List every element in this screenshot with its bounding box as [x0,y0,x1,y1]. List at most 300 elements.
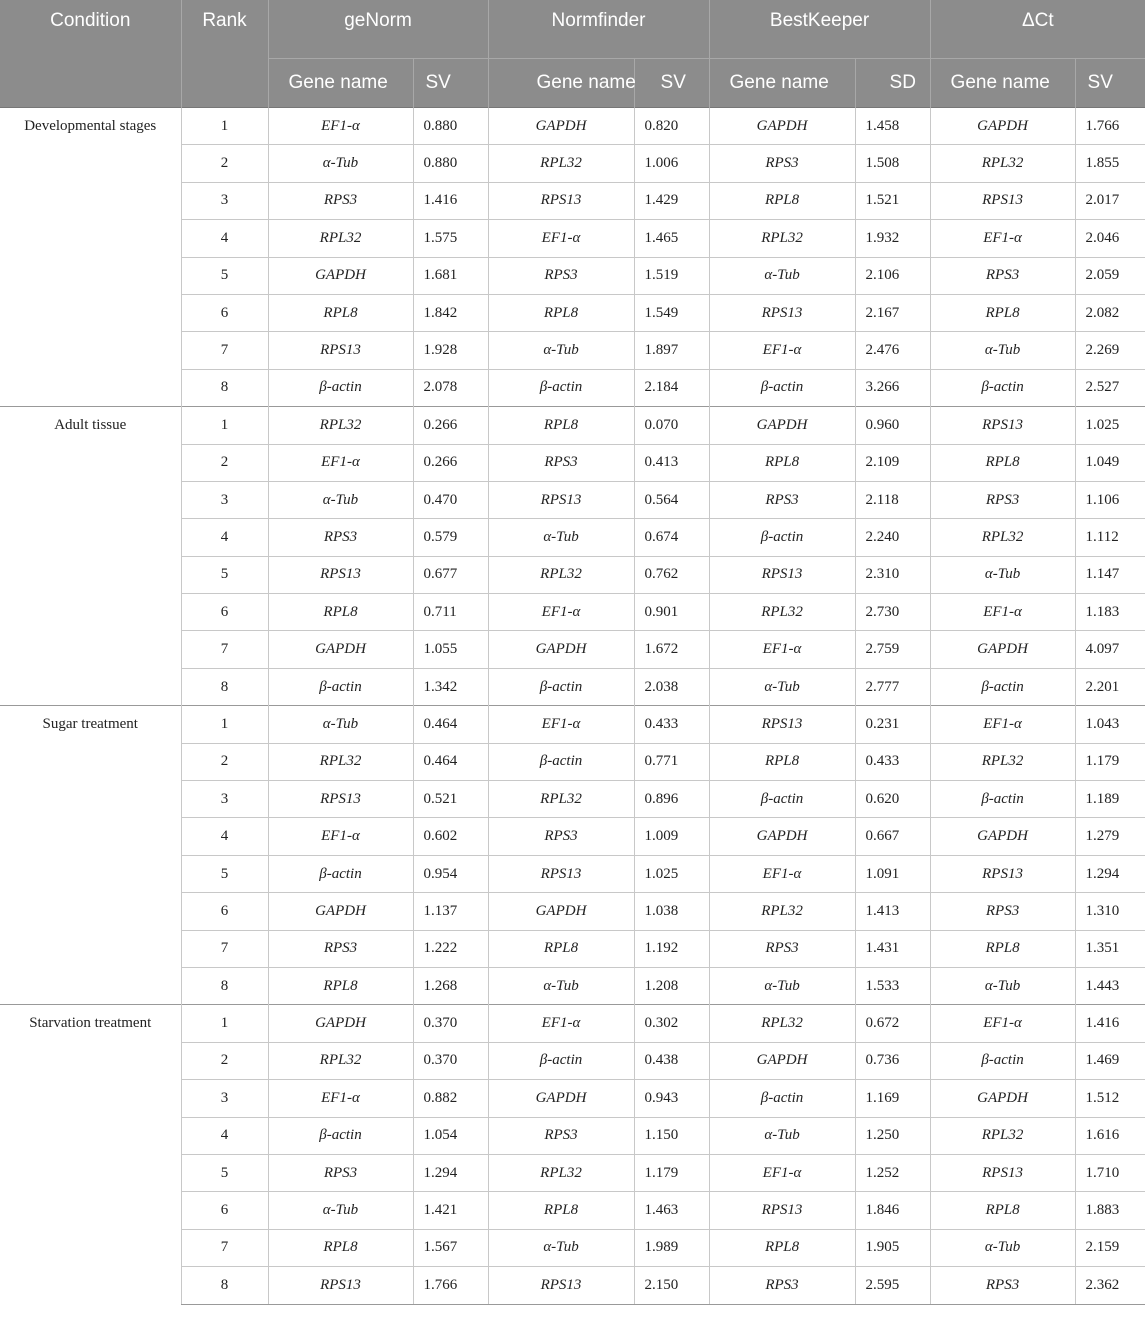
normfinder-gene-cell: RPS3 [488,257,634,294]
bestkeeper-gene-cell: RPL8 [709,444,855,481]
bestkeeper-gene-cell: EF1-α [709,332,855,369]
genorm-sv-cell: 0.954 [413,855,488,892]
table-row [0,706,1145,743]
header-genorm-gene: Gene name [268,59,413,108]
normfinder-sv-cell: 0.762 [634,556,709,593]
rank-cell: 6 [181,893,268,930]
normfinder-gene-cell: GAPDH [488,108,634,145]
delta-ct-gene-cell: RPL32 [930,1117,1075,1154]
rank-cell: 7 [181,332,268,369]
bestkeeper-sd-cell: 1.431 [855,930,930,967]
rank-cell: 1 [181,407,268,444]
normfinder-sv-cell: 0.674 [634,519,709,556]
delta-ct-sv-cell: 1.179 [1075,743,1145,780]
delta-ct-sv-cell: 1.106 [1075,481,1145,518]
delta-ct-sv-cell: 2.017 [1075,182,1145,219]
delta-ct-gene-cell: RPL32 [930,145,1075,182]
header-method-bestkeeper: BestKeeper [709,0,930,59]
genorm-sv-cell: 1.055 [413,631,488,668]
rank-cell: 1 [181,1005,268,1042]
normfinder-sv-cell: 2.150 [634,1267,709,1304]
bestkeeper-sd-cell: 2.118 [855,481,930,518]
delta-ct-sv-cell: 1.512 [1075,1080,1145,1117]
normfinder-gene-cell: α-Tub [488,519,634,556]
genorm-gene-cell: RPS3 [268,1154,413,1191]
normfinder-sv-cell: 1.179 [634,1154,709,1191]
table-row [0,1005,1145,1042]
delta-ct-sv-cell: 1.189 [1075,781,1145,818]
genorm-sv-cell: 0.370 [413,1005,488,1042]
genorm-gene-cell: α-Tub [268,481,413,518]
bestkeeper-sd-cell: 2.310 [855,556,930,593]
delta-ct-gene-cell: β-actin [930,781,1075,818]
normfinder-gene-cell: EF1-α [488,594,634,631]
normfinder-gene-cell: RPL8 [488,930,634,967]
bestkeeper-gene-cell: RPL32 [709,1005,855,1042]
bestkeeper-gene-cell: α-Tub [709,1117,855,1154]
rank-cell: 4 [181,818,268,855]
genorm-sv-cell: 1.766 [413,1267,488,1304]
genorm-gene-cell: RPS13 [268,332,413,369]
rank-cell: 2 [181,444,268,481]
delta-ct-sv-cell: 1.294 [1075,855,1145,892]
delta-ct-gene-cell: RPL8 [930,1192,1075,1229]
normfinder-gene-cell: GAPDH [488,631,634,668]
bestkeeper-sd-cell: 2.109 [855,444,930,481]
delta-ct-gene-cell: RPS3 [930,481,1075,518]
normfinder-sv-cell: 1.672 [634,631,709,668]
rank-cell: 2 [181,145,268,182]
bestkeeper-sd-cell: 1.533 [855,967,930,1004]
table-header [0,0,1145,108]
genorm-sv-cell: 1.268 [413,967,488,1004]
normfinder-sv-cell: 0.070 [634,407,709,444]
delta-ct-sv-cell: 1.183 [1075,594,1145,631]
table-body [0,108,1145,1305]
delta-ct-gene-cell: α-Tub [930,556,1075,593]
normfinder-sv-cell: 1.150 [634,1117,709,1154]
delta-ct-sv-cell: 2.159 [1075,1229,1145,1266]
bestkeeper-gene-cell: GAPDH [709,108,855,145]
genorm-gene-cell: EF1-α [268,108,413,145]
header-method-genorm: geNorm [268,0,488,59]
normfinder-sv-cell: 0.820 [634,108,709,145]
bestkeeper-gene-cell: RPL32 [709,594,855,631]
delta-ct-gene-cell: β-actin [930,1042,1075,1079]
genorm-sv-cell: 0.464 [413,743,488,780]
rank-cell: 5 [181,257,268,294]
genorm-gene-cell: β-actin [268,855,413,892]
normfinder-sv-cell: 0.438 [634,1042,709,1079]
delta-ct-sv-cell: 2.527 [1075,369,1145,406]
genorm-sv-cell: 1.294 [413,1154,488,1191]
normfinder-gene-cell: RPL32 [488,556,634,593]
genorm-gene-cell: α-Tub [268,145,413,182]
normfinder-sv-cell: 2.184 [634,369,709,406]
bestkeeper-gene-cell: RPL32 [709,220,855,257]
bestkeeper-sd-cell: 2.106 [855,257,930,294]
delta-ct-gene-cell: β-actin [930,668,1075,705]
normfinder-gene-cell: RPS3 [488,818,634,855]
delta-ct-gene-cell: RPL8 [930,294,1075,331]
delta-ct-sv-cell: 1.416 [1075,1005,1145,1042]
rank-cell: 6 [181,294,268,331]
genorm-sv-cell: 0.266 [413,407,488,444]
delta-ct-gene-cell: RPS3 [930,257,1075,294]
bestkeeper-sd-cell: 1.846 [855,1192,930,1229]
bestkeeper-gene-cell: RPS13 [709,706,855,743]
delta-ct-sv-cell: 1.469 [1075,1042,1145,1079]
delta-ct-gene-cell: EF1-α [930,706,1075,743]
delta-ct-sv-cell: 1.112 [1075,519,1145,556]
normfinder-sv-cell: 1.549 [634,294,709,331]
bestkeeper-sd-cell: 2.476 [855,332,930,369]
genorm-sv-cell: 0.882 [413,1080,488,1117]
normfinder-gene-cell: RPL8 [488,294,634,331]
genorm-sv-cell: 1.137 [413,893,488,930]
condition-cell: Adult tissue [0,407,181,706]
bestkeeper-gene-cell: β-actin [709,781,855,818]
normfinder-sv-cell: 0.943 [634,1080,709,1117]
normfinder-sv-cell: 0.413 [634,444,709,481]
normfinder-gene-cell: GAPDH [488,1080,634,1117]
rank-cell: 3 [181,1080,268,1117]
normfinder-gene-cell: EF1-α [488,1005,634,1042]
genorm-sv-cell: 0.602 [413,818,488,855]
bestkeeper-gene-cell: RPS3 [709,481,855,518]
genorm-gene-cell: RPS13 [268,556,413,593]
rank-cell: 3 [181,182,268,219]
bestkeeper-gene-cell: α-Tub [709,668,855,705]
rank-cell: 2 [181,1042,268,1079]
genorm-sv-cell: 1.842 [413,294,488,331]
normfinder-gene-cell: β-actin [488,369,634,406]
genorm-gene-cell: β-actin [268,369,413,406]
header-bestkeeper-value: SD [855,59,930,108]
genorm-gene-cell: RPL8 [268,594,413,631]
rank-cell: 8 [181,1267,268,1304]
bestkeeper-sd-cell: 1.091 [855,855,930,892]
rank-cell: 5 [181,556,268,593]
delta-ct-gene-cell: GAPDH [930,818,1075,855]
genorm-gene-cell: β-actin [268,668,413,705]
bestkeeper-gene-cell: β-actin [709,369,855,406]
bestkeeper-sd-cell: 1.521 [855,182,930,219]
header-genorm-value: SV [413,59,488,108]
bestkeeper-sd-cell: 1.458 [855,108,930,145]
bestkeeper-sd-cell: 0.620 [855,781,930,818]
bestkeeper-gene-cell: GAPDH [709,1042,855,1079]
normfinder-sv-cell: 1.989 [634,1229,709,1266]
genorm-gene-cell: RPL8 [268,1229,413,1266]
genorm-sv-cell: 0.880 [413,108,488,145]
normfinder-gene-cell: EF1-α [488,706,634,743]
genorm-gene-cell: EF1-α [268,818,413,855]
normfinder-gene-cell: α-Tub [488,332,634,369]
delta-ct-gene-cell: GAPDH [930,108,1075,145]
bestkeeper-sd-cell: 0.231 [855,706,930,743]
normfinder-gene-cell: EF1-α [488,220,634,257]
genorm-gene-cell: GAPDH [268,1005,413,1042]
bestkeeper-gene-cell: RPS13 [709,1192,855,1229]
delta-ct-sv-cell: 1.310 [1075,893,1145,930]
genorm-gene-cell: EF1-α [268,1080,413,1117]
bestkeeper-gene-cell: EF1-α [709,631,855,668]
header-method-normfinder: Normfinder [488,0,709,59]
genorm-gene-cell: RPS3 [268,930,413,967]
normfinder-sv-cell: 1.463 [634,1192,709,1229]
normfinder-gene-cell: β-actin [488,668,634,705]
genorm-sv-cell: 0.470 [413,481,488,518]
rank-cell: 7 [181,1229,268,1266]
rank-cell: 1 [181,108,268,145]
genorm-sv-cell: 1.567 [413,1229,488,1266]
delta-ct-gene-cell: α-Tub [930,332,1075,369]
genorm-sv-cell: 0.370 [413,1042,488,1079]
normfinder-gene-cell: RPL32 [488,1154,634,1191]
delta-ct-gene-cell: α-Tub [930,1229,1075,1266]
delta-ct-gene-cell: RPL8 [930,930,1075,967]
genorm-sv-cell: 1.054 [413,1117,488,1154]
normfinder-gene-cell: RPL8 [488,1192,634,1229]
normfinder-gene-cell: α-Tub [488,1229,634,1266]
normfinder-gene-cell: β-actin [488,743,634,780]
normfinder-sv-cell: 0.564 [634,481,709,518]
delta-ct-gene-cell: RPS3 [930,893,1075,930]
normfinder-sv-cell: 1.025 [634,855,709,892]
genorm-sv-cell: 0.880 [413,145,488,182]
genorm-sv-cell: 0.266 [413,444,488,481]
bestkeeper-gene-cell: RPS13 [709,294,855,331]
bestkeeper-sd-cell: 1.413 [855,893,930,930]
genorm-sv-cell: 1.681 [413,257,488,294]
delta-ct-sv-cell: 4.097 [1075,631,1145,668]
header-method-delta-ct: ΔCt [930,0,1145,59]
genorm-sv-cell: 1.928 [413,332,488,369]
table-row [0,108,1145,145]
bestkeeper-gene-cell: RPL32 [709,893,855,930]
rank-cell: 2 [181,743,268,780]
normfinder-sv-cell: 0.771 [634,743,709,780]
genorm-sv-cell: 0.521 [413,781,488,818]
delta-ct-gene-cell: EF1-α [930,594,1075,631]
genorm-gene-cell: GAPDH [268,257,413,294]
normfinder-sv-cell: 1.038 [634,893,709,930]
rank-cell: 6 [181,1192,268,1229]
bestkeeper-sd-cell: 1.905 [855,1229,930,1266]
genorm-gene-cell: α-Tub [268,706,413,743]
header-condition: Condition [0,0,181,108]
delta-ct-gene-cell: RPS13 [930,407,1075,444]
delta-ct-sv-cell: 1.443 [1075,967,1145,1004]
normfinder-gene-cell: RPL32 [488,781,634,818]
delta-ct-gene-cell: β-actin [930,369,1075,406]
bestkeeper-gene-cell: EF1-α [709,855,855,892]
delta-ct-gene-cell: EF1-α [930,220,1075,257]
delta-ct-sv-cell: 1.766 [1075,108,1145,145]
delta-ct-sv-cell: 1.043 [1075,706,1145,743]
delta-ct-gene-cell: GAPDH [930,631,1075,668]
rank-cell: 6 [181,594,268,631]
condition-cell: Starvation treatment [0,1005,181,1304]
delta-ct-sv-cell: 1.855 [1075,145,1145,182]
rank-cell: 3 [181,781,268,818]
normfinder-sv-cell: 1.429 [634,182,709,219]
bestkeeper-gene-cell: GAPDH [709,818,855,855]
delta-ct-gene-cell: RPL8 [930,444,1075,481]
genorm-gene-cell: RPL8 [268,967,413,1004]
bestkeeper-gene-cell: β-actin [709,519,855,556]
normfinder-sv-cell: 0.302 [634,1005,709,1042]
bestkeeper-sd-cell: 2.595 [855,1267,930,1304]
bestkeeper-sd-cell: 1.252 [855,1154,930,1191]
normfinder-sv-cell: 1.519 [634,257,709,294]
genorm-gene-cell: GAPDH [268,893,413,930]
delta-ct-sv-cell: 1.025 [1075,407,1145,444]
bestkeeper-sd-cell: 0.433 [855,743,930,780]
normfinder-gene-cell: RPS3 [488,444,634,481]
genorm-gene-cell: α-Tub [268,1192,413,1229]
genorm-gene-cell: RPL32 [268,220,413,257]
genorm-sv-cell: 1.416 [413,182,488,219]
delta-ct-gene-cell: EF1-α [930,1005,1075,1042]
bestkeeper-sd-cell: 1.508 [855,145,930,182]
delta-ct-gene-cell: RPS13 [930,182,1075,219]
delta-ct-sv-cell: 1.351 [1075,930,1145,967]
bestkeeper-sd-cell: 3.266 [855,369,930,406]
delta-ct-sv-cell: 2.269 [1075,332,1145,369]
bestkeeper-gene-cell: RPL8 [709,743,855,780]
bestkeeper-gene-cell: β-actin [709,1080,855,1117]
normfinder-sv-cell: 0.901 [634,594,709,631]
condition-cell: Sugar treatment [0,706,181,1005]
genorm-sv-cell: 0.677 [413,556,488,593]
delta-ct-gene-cell: RPL32 [930,743,1075,780]
genorm-gene-cell: RPS13 [268,781,413,818]
rank-cell: 5 [181,855,268,892]
delta-ct-sv-cell: 2.201 [1075,668,1145,705]
rank-cell: 7 [181,631,268,668]
normfinder-gene-cell: RPS13 [488,1267,634,1304]
delta-ct-gene-cell: RPS13 [930,1154,1075,1191]
bestkeeper-gene-cell: RPS3 [709,930,855,967]
delta-ct-sv-cell: 2.059 [1075,257,1145,294]
bestkeeper-gene-cell: EF1-α [709,1154,855,1191]
normfinder-gene-cell: RPL8 [488,407,634,444]
bestkeeper-gene-cell: RPS13 [709,556,855,593]
genorm-sv-cell: 1.575 [413,220,488,257]
header-normfinder-gene: Gene name [488,59,634,108]
rank-cell: 4 [181,1117,268,1154]
header-delta-ct-gene: Gene name [930,59,1075,108]
header-bestkeeper-gene: Gene name [709,59,855,108]
header-delta-ct-value: SV [1075,59,1145,108]
bestkeeper-sd-cell: 1.932 [855,220,930,257]
bestkeeper-gene-cell: α-Tub [709,257,855,294]
genorm-gene-cell: RPL32 [268,1042,413,1079]
bestkeeper-gene-cell: RPL8 [709,182,855,219]
normfinder-gene-cell: RPS13 [488,481,634,518]
bestkeeper-sd-cell: 0.672 [855,1005,930,1042]
rank-cell: 4 [181,220,268,257]
condition-cell: Developmental stages [0,108,181,407]
rank-cell: 7 [181,930,268,967]
genorm-sv-cell: 1.342 [413,668,488,705]
normfinder-gene-cell: GAPDH [488,893,634,930]
bestkeeper-sd-cell: 2.730 [855,594,930,631]
genorm-gene-cell: RPL8 [268,294,413,331]
rank-cell: 8 [181,369,268,406]
rank-cell: 1 [181,706,268,743]
normfinder-sv-cell: 1.006 [634,145,709,182]
delta-ct-sv-cell: 1.883 [1075,1192,1145,1229]
genorm-gene-cell: β-actin [268,1117,413,1154]
delta-ct-sv-cell: 1.049 [1075,444,1145,481]
genorm-gene-cell: RPL32 [268,407,413,444]
delta-ct-gene-cell: RPL32 [930,519,1075,556]
bestkeeper-sd-cell: 1.250 [855,1117,930,1154]
bestkeeper-sd-cell: 0.960 [855,407,930,444]
delta-ct-sv-cell: 1.616 [1075,1117,1145,1154]
delta-ct-sv-cell: 2.046 [1075,220,1145,257]
bestkeeper-sd-cell: 1.169 [855,1080,930,1117]
rank-cell: 5 [181,1154,268,1191]
bestkeeper-sd-cell: 0.736 [855,1042,930,1079]
normfinder-sv-cell: 2.038 [634,668,709,705]
normfinder-sv-cell: 1.897 [634,332,709,369]
genorm-gene-cell: RPS3 [268,519,413,556]
genorm-sv-cell: 0.711 [413,594,488,631]
delta-ct-sv-cell: 1.147 [1075,556,1145,593]
normfinder-sv-cell: 1.009 [634,818,709,855]
bestkeeper-sd-cell: 0.667 [855,818,930,855]
rank-cell: 8 [181,967,268,1004]
normfinder-sv-cell: 0.433 [634,706,709,743]
delta-ct-sv-cell: 1.710 [1075,1154,1145,1191]
normfinder-gene-cell: RPS13 [488,182,634,219]
bestkeeper-gene-cell: RPS3 [709,145,855,182]
genorm-sv-cell: 1.222 [413,930,488,967]
delta-ct-gene-cell: RPS3 [930,1267,1075,1304]
bestkeeper-gene-cell: α-Tub [709,967,855,1004]
genorm-gene-cell: RPL32 [268,743,413,780]
bestkeeper-gene-cell: RPL8 [709,1229,855,1266]
genorm-sv-cell: 1.421 [413,1192,488,1229]
normfinder-gene-cell: β-actin [488,1042,634,1079]
delta-ct-sv-cell: 2.362 [1075,1267,1145,1304]
genorm-sv-cell: 0.579 [413,519,488,556]
bestkeeper-sd-cell: 2.759 [855,631,930,668]
bestkeeper-gene-cell: RPS3 [709,1267,855,1304]
normfinder-sv-cell: 1.192 [634,930,709,967]
rank-cell: 8 [181,668,268,705]
delta-ct-gene-cell: GAPDH [930,1080,1075,1117]
bestkeeper-sd-cell: 2.240 [855,519,930,556]
normfinder-gene-cell: α-Tub [488,967,634,1004]
delta-ct-gene-cell: RPS13 [930,855,1075,892]
normfinder-sv-cell: 1.465 [634,220,709,257]
delta-ct-sv-cell: 1.279 [1075,818,1145,855]
genorm-sv-cell: 0.464 [413,706,488,743]
normfinder-sv-cell: 1.208 [634,967,709,1004]
bestkeeper-sd-cell: 2.167 [855,294,930,331]
normfinder-sv-cell: 0.896 [634,781,709,818]
genorm-gene-cell: GAPDH [268,631,413,668]
genorm-gene-cell: RPS13 [268,1267,413,1304]
normfinder-gene-cell: RPS3 [488,1117,634,1154]
bestkeeper-sd-cell: 2.777 [855,668,930,705]
genorm-gene-cell: EF1-α [268,444,413,481]
